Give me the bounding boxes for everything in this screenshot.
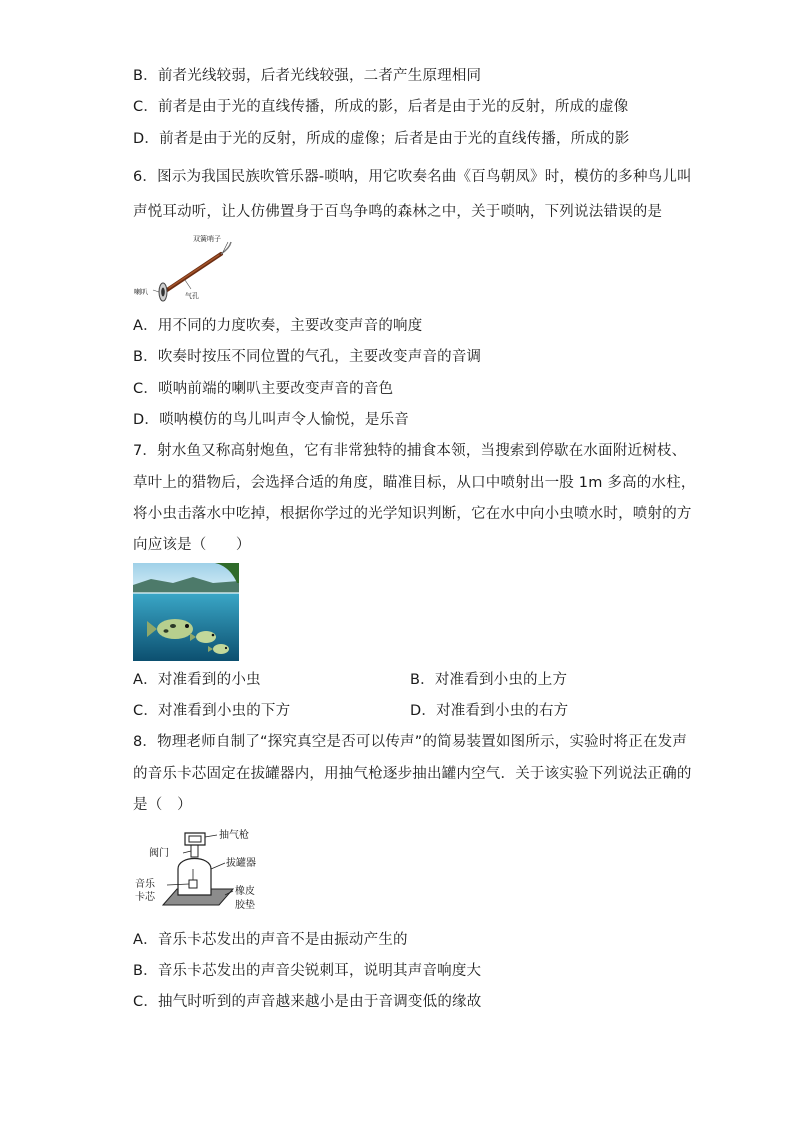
q6-option-b: B．吹奏时按压不同位置的气孔，主要改变声音的音调 [133,349,482,365]
q8-stem-line3: 是（ ） [133,797,192,813]
card-label-1: 音乐 [135,879,155,890]
archerfish-photo [133,563,239,661]
q8-stem-line2: 的音乐卡芯固定在拔罐器内，用抽气枪逐步抽出罐内空气．关于该实验下列说法正确的 [133,766,692,782]
q6-stem-line1: 6．图示为我国民族吹管乐器-唢呐，用它吹奏名曲《百鸟朝凤》时，模仿的多种鸟儿叫 [133,169,692,185]
q6-option-c: C．唢呐前端的喇叭主要改变声音的音色 [133,381,394,397]
pad-label-2: 胶垫 [235,900,255,911]
q7-option-d: D．对准看到小虫的右方 [410,703,569,719]
q8-option-b: B．音乐卡芯发出的声音尖锐刺耳，说明其声音响度大 [133,963,482,979]
pad-label-1: 橡皮 [235,886,255,897]
q7-stem-line4: 向应该是（ ） [133,537,251,553]
q7-stem-line1: 7．射水鱼又称高射炮鱼，它有非常独特的捕食本领，当搜索到停歇在水面附近树枝、 [133,443,687,459]
q5-option-c: C．前者是由于光的直线传播，所成的影，后者是由于光的反射，所成的虚像 [133,99,629,115]
horn-label: 喇叭 [134,288,148,296]
hole-label: 气孔 [185,292,199,300]
q8-option-a: A．音乐卡芯发出的声音不是由振动产生的 [133,932,408,948]
q7-option-b: B．对准看到小虫的上方 [410,672,568,688]
q6-option-d: D．唢呐模仿的鸟儿叫声令人愉悦，是乐音 [133,412,409,428]
valve-label: 阀门 [149,848,169,859]
q7-stem-line2: 草叶上的猎物后，会选择合适的角度，瞄准目标，从口中喷射出一股 1m 多高的水柱， [133,475,696,491]
vacuum-sound-apparatus-figure [133,823,273,915]
q7-option-c: C．对准看到小虫的下方 [133,703,291,719]
reed-label: 双簧哨子 [193,235,221,243]
q8-option-c: C．抽气时听到的声音越来越小是由于音调变低的缘故 [133,994,482,1010]
q6-option-a: A．用不同的力度吹奏，主要改变声音的响度 [133,318,423,334]
q8-stem-line1: 8．物理老师自制了“探究真空是否可以传声”的简易装置如图所示，实验时将正在发声 [133,734,688,750]
pump-label: 抽气枪 [219,830,249,841]
q6-stem-line2: 声悦耳动听，让人仿佛置身于百鸟争鸣的森林之中，关于唢呐，下列说法错误的是 [133,204,663,220]
cup-label: 拔罐器 [226,858,256,869]
q7-stem-line3: 将小虫击落水中吃掉，根据你学过的光学知识判断，它在水中向小虫喷水时，喷射的方 [133,506,692,522]
q5-option-d: D．前者是由于光的反射，所成的虚像；后者是由于光的直线传播，所成的影 [133,131,630,147]
suona-figure [133,232,239,304]
q5-option-b: B．前者光线较弱，后者光线较强，二者产生原理相同 [133,68,482,84]
q7-option-a: A．对准看到的小虫 [133,672,261,688]
card-label-2: 卡芯 [135,892,155,903]
